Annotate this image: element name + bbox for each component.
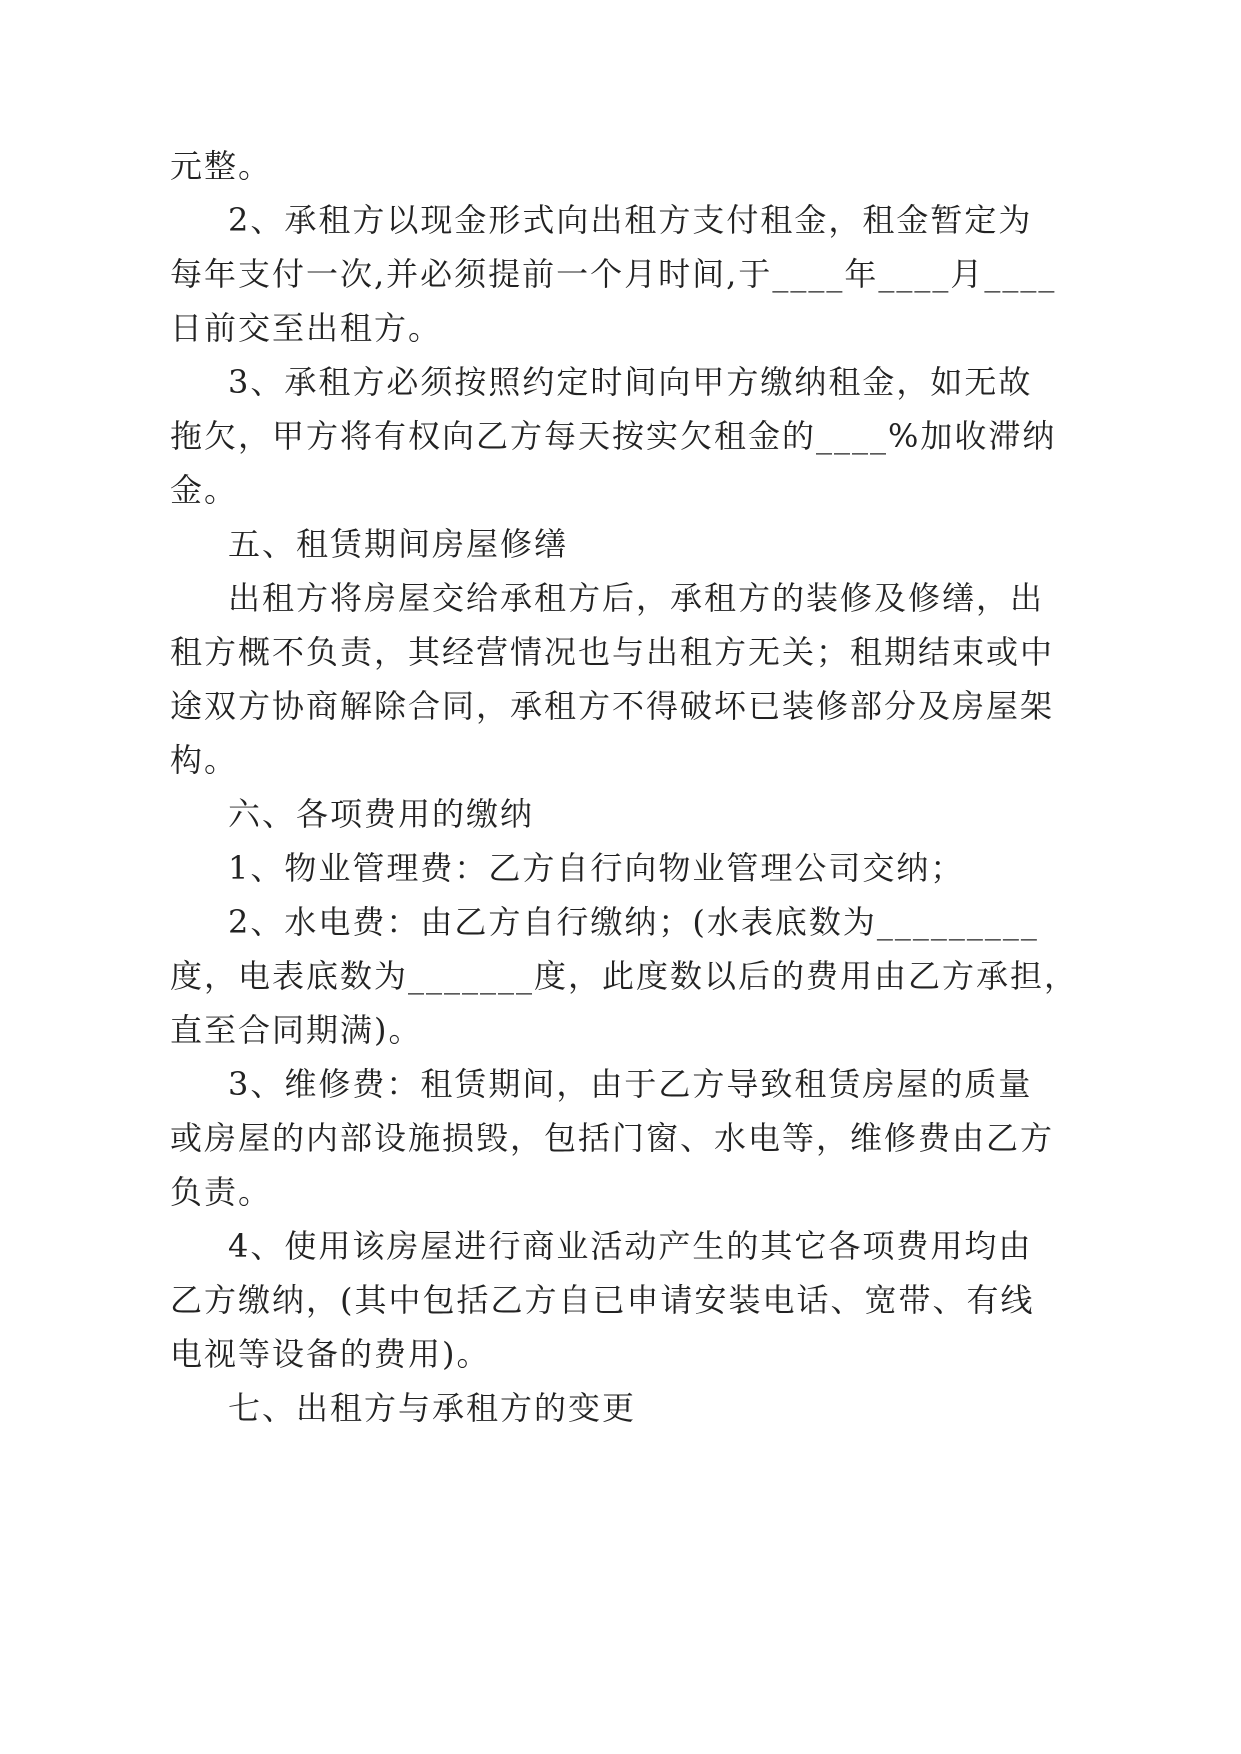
section-heading: 七、出租方与承租方的变更 [228,1389,637,1427]
text-line: 途双方协商解除合同，承租方不得破坏已装修部分及房屋架 [170,687,1055,725]
text-line: 度，电表底数为_______度，此度数以后的费用由乙方承担， [170,957,1079,995]
text-line: 2、承租方以现金形式向出租方支付租金，租金暂定为 [228,201,1033,239]
text-line: 构。 [170,741,239,779]
text-line: 每年支付一次,并必须提前一个月时间,于____年____月____ [170,255,1057,293]
text-line: 拖欠，甲方将有权向乙方每天按实欠租金的____%加收滞纳 [170,417,1057,455]
text-line: 元整。 [170,147,273,185]
text-line: 2、水电费：由乙方自行缴纳；(水表底数为_________ [228,903,1039,941]
text-line: 3、维修费：租赁期间，由于乙方导致租赁房屋的质量 [228,1065,1033,1103]
text-line: 出租方将房屋交给承租方后，承租方的装修及修缮，出 [228,579,1045,617]
text-line: 金。 [170,471,239,509]
text-line: 电视等设备的费用)。 [170,1335,491,1373]
text-line: 直至合同期满)。 [170,1011,423,1049]
section-heading: 五、租赁期间房屋修缮 [228,525,569,563]
text-line: 租方概不负责，其经营情况也与出租方无关；租期结束或中 [170,633,1055,671]
text-line: 日前交至出租方。 [170,309,443,347]
text-line: 3、承租方必须按照约定时间向甲方缴纳租金，如无故 [228,363,1033,401]
text-line: 1、物业管理费：乙方自行向物业管理公司交纳； [228,849,965,887]
text-line: 负责。 [170,1173,273,1211]
text-line: 4、使用该房屋进行商业活动产生的其它各项费用均由 [228,1227,1033,1265]
text-line: 或房屋的内部设施损毁，包括门窗、水电等，维修费由乙方 [170,1119,1055,1157]
section-heading: 六、各项费用的缴纳 [228,795,535,833]
text-line: 乙方缴纳，(其中包括乙方自已申请安装电话、宽带、有线 [170,1281,1035,1319]
